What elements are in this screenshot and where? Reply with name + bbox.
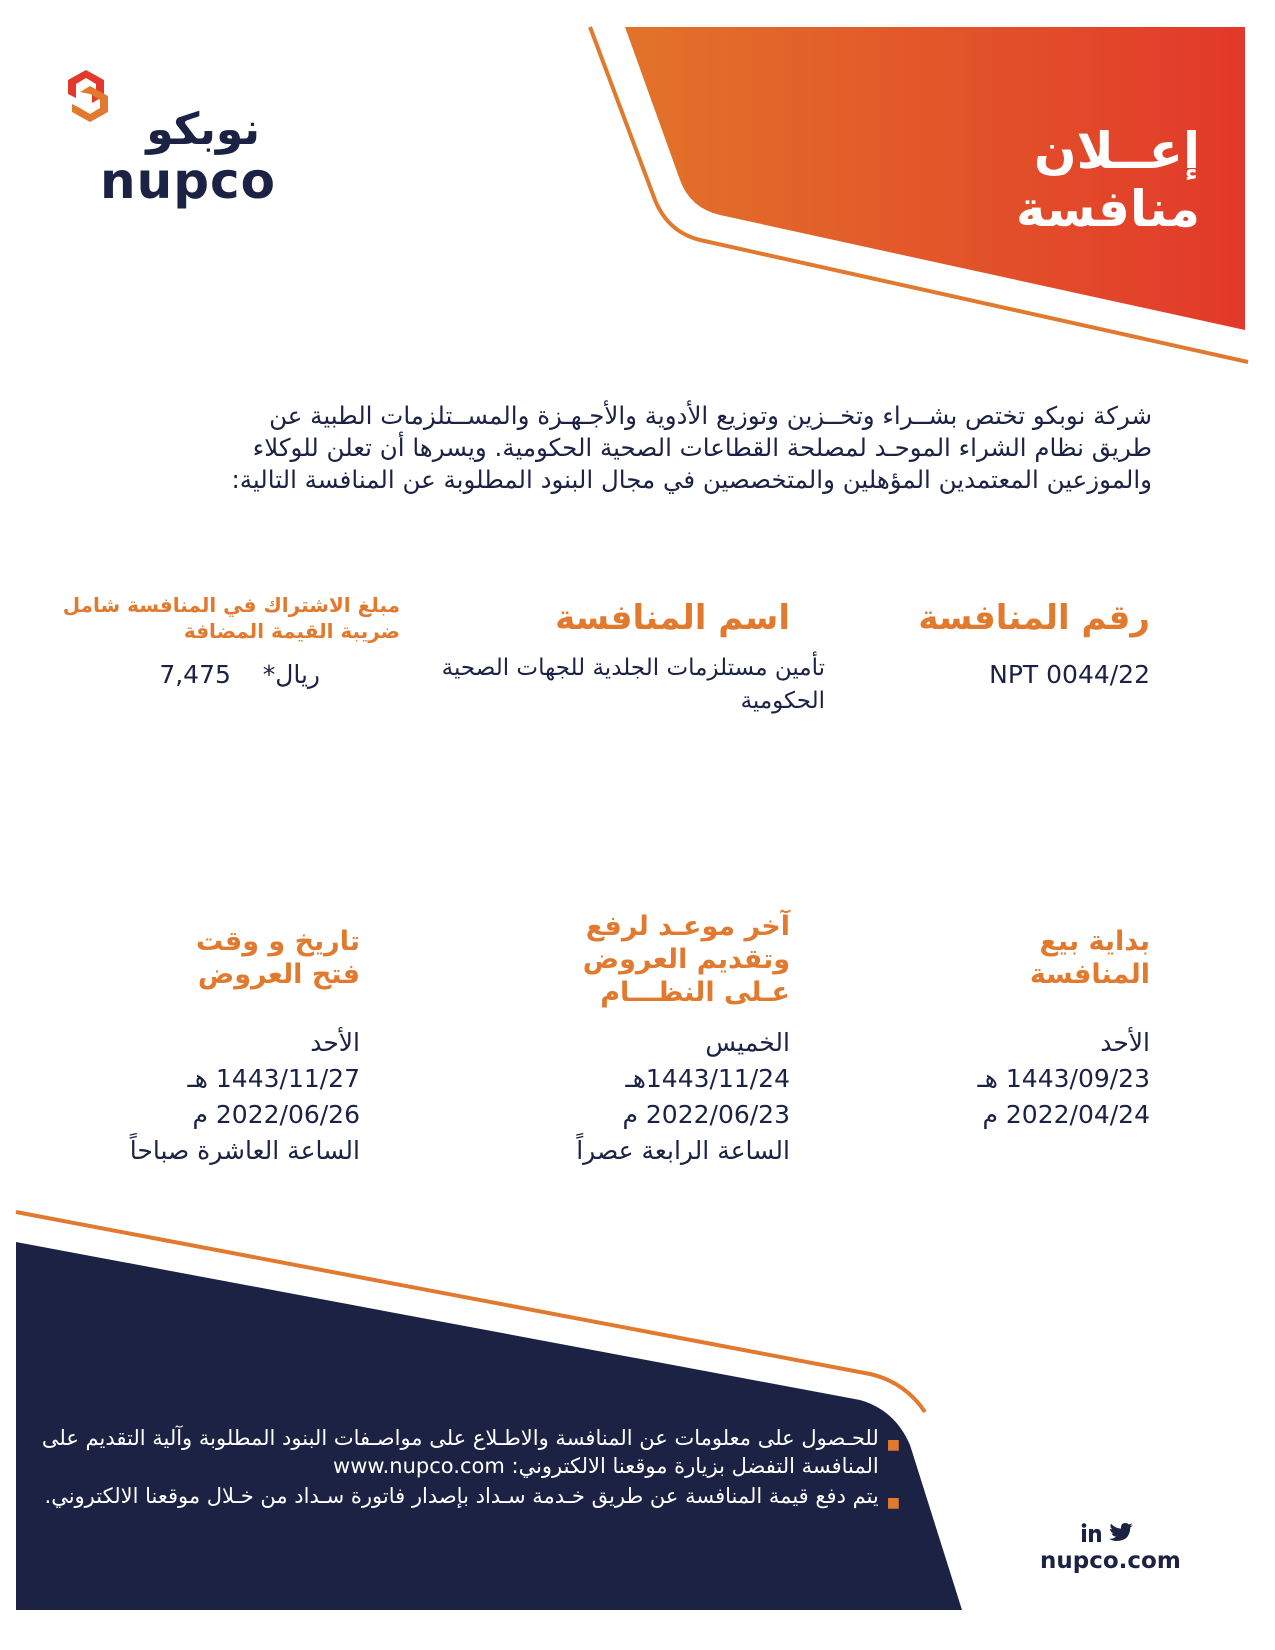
footer-note-text: يتم دفع قيمة المنافسة عن طريق خـدمة سـداد بإصدار فاتورة سـداد من خـلال موقعنا الالكتروني. [44, 1484, 879, 1508]
submission-deadline-details [520, 1025, 790, 1169]
opening-day: الأحد [310, 1028, 360, 1057]
tender-fee-label: مبلغ الاشتراك في المنافسة شامل ضريبة القيمة المضافة [62, 593, 400, 643]
footer-notes [40, 1424, 900, 1519]
deadline-hijri: 1443/11/24هـ [625, 1064, 790, 1093]
sale-start-label: بداية بيع المنافسة [1029, 926, 1150, 990]
fee-amount: 7,475 [159, 660, 231, 689]
opening-label: تاريخ و وقت فتح العروض [195, 926, 360, 990]
tender-name-label: اسم المنافسة [555, 598, 790, 638]
logo-arabic: نوبكو [146, 104, 260, 155]
submission-deadline-label: آخر موعـد لرفع وتقديم العروض عـلى النظـــام [582, 911, 790, 1008]
sale-start-details [920, 1025, 1150, 1133]
deadline-day: الخميس [705, 1028, 790, 1057]
intro-paragraph: شركة نوبكو تختص بشــراء وتخــزين وتوزيع الأدوية والأجـهـزة والمســتلزمات الطبية عن طريق نظام الشراء الموحـد لمصلحة القطاعات الصحية الحكومية. ويسرها أن تعلن للوكلاء والموزعين المعتمدين المؤهلين والمتخصصين في مجال البنود المطلوبة عن المنافسة التالية: [231, 401, 1152, 494]
social-links [1080, 1518, 1170, 1548]
sale-start-day: الأحد [1100, 1028, 1150, 1057]
opening-details [80, 1025, 360, 1169]
opening-gregorian: 2022/06/26 م [192, 1100, 360, 1129]
footer-note-text: للحـصول على معلومات عن المنافسة والاطـلاع على مواصـفات البنود المطلوبة وآلية التقديم على المنافسة التفضل بزيارة موقعنا الالكتروني: www.nupco.com [41, 1426, 879, 1478]
sale-start-gregorian: 2022/04/24 م [982, 1100, 1150, 1129]
footer-note-item [40, 1482, 900, 1517]
deadline-gregorian: 2022/06/23 م [622, 1100, 790, 1129]
tender-name-value: تأمين مستلزمات الجلدية للجهات الصحية الحكومية [441, 655, 825, 714]
bullet-icon: ■ [886, 1495, 900, 1511]
tender-number-value: NPT 0044/22 [989, 660, 1150, 689]
bullet-icon: ■ [886, 1437, 900, 1453]
opening-hijri: 1443/11/27 هـ [187, 1064, 360, 1093]
twitter-icon[interactable] [1108, 1522, 1134, 1544]
page-title: إعــلان منافسة [1015, 122, 1200, 238]
fee-currency: ريال* [262, 660, 320, 689]
linkedin-icon[interactable] [1080, 1522, 1102, 1544]
tender-fee-value [130, 660, 320, 689]
footer-note-item [40, 1424, 900, 1480]
deadline-time: الساعة الرابعة عصراً [576, 1136, 790, 1165]
sale-start-hijri: 1443/09/23 هـ [977, 1064, 1150, 1093]
opening-time: الساعة العاشرة صباحاً [129, 1136, 360, 1165]
logo-english: nupco [100, 152, 276, 210]
website-link[interactable]: nupco.com [1040, 1548, 1181, 1574]
tender-number-label: رقم المنافسة [918, 598, 1150, 638]
